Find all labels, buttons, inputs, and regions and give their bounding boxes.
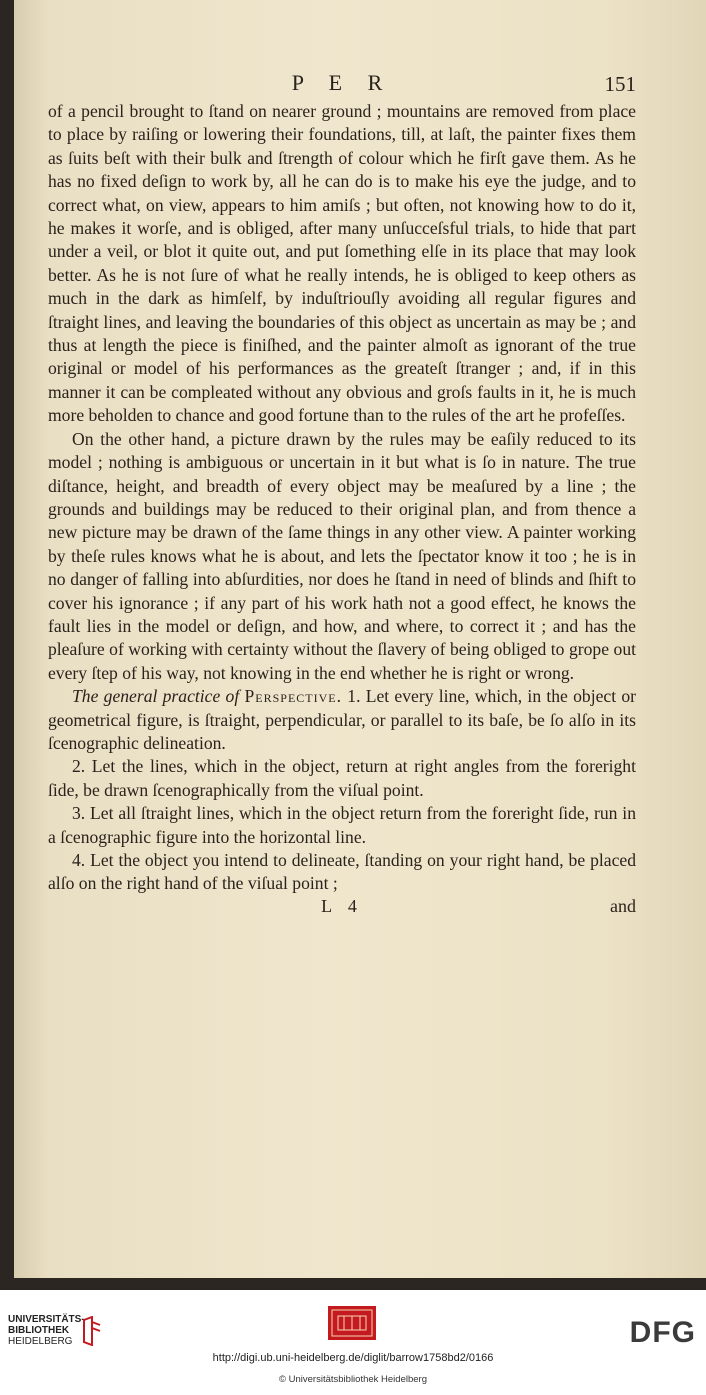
signature-mark: L 4 [321,895,363,916]
running-head-title: P E R [291,70,393,95]
library-name-line1: UNIVERSITÄTS- [8,1314,85,1325]
library-name-line3: HEIDELBERG [8,1336,73,1347]
dfg-logo[interactable]: DFG [629,1316,696,1349]
page-footer [48,896,636,920]
practice-heading: Perspective. [244,686,343,707]
page-number: 151 [604,72,636,96]
page-content [48,70,636,920]
book-page [14,0,706,1278]
library-logo[interactable] [8,1314,108,1347]
viewer-footer [0,1290,706,1395]
copyright-notice: © Universitätsbibliothek Heidelberg [279,1374,427,1385]
library-name-line2: BIBLIOTHEK [8,1325,70,1336]
rule-4: 4. Let the object you intend to delineate, ſtanding on your right hand, be placed alſo on the right hand of the viſual point ; [48,850,636,894]
seal-icon[interactable] [328,1306,376,1340]
paragraph-1: of a pencil brought to ſtand on nearer ground ; mountains are removed from place to place by raiſing or lowering their foundations, till, at laſt, the painter fixes them as ſuits beſt with their bulk and ſtrength of colour which he firſt gave them. As he has no fixed deſign to work by, all he can do is to make his eye the judge, and to correct what, on view, appears to him amiſs ; but often, not knowing how to do it, he makes it worſe, and is obliged, after many unſucceſsful trials, to hide that part under a veil, or blot it quite out, and put ſomething elſe in its place that may look better. As he is not ſure of what he really intends, he is obliged to keep others as much in the dark as himſelf, by induſtriouſly avoiding all regular figures and ſtraight lines, and leaving the boundaries of this object as uncertain as may be ; and thus at length the piece is finiſhed, and the painter almoſt as ignorant of the true original or model of his performances as the greateſt ſtranger ; and, if in this manner it can be compleated without any obvious and groſs faults in it, he is much more beholden to chance and good fortune than to the rules of the art he profeſſes. [48,101,636,426]
practice-lead: The general practice [72,686,221,707]
practice-paragraph [48,685,636,755]
rule-2: 2. Let the lines, which in the object, return at right angles from the foreright ſide, be drawn ſcenographically from the viſual point. [48,756,636,800]
catchword: and [610,895,636,916]
practice-of: of [225,686,240,707]
rule-1: 1. Let every line, which, in the object or geometrical figure, is ſtraight, perpendicular, or parallel to its baſe, be ſo alſo in its ſcenographic delineation. [48,686,637,753]
rule-3: 3. Let all ſtraight lines, which in the object return from the foreright ſide, run in a ſcenographic figure into the horizontal line. [48,803,636,847]
permalink[interactable]: http://digi.ub.uni-heidelberg.de/diglit/barrow1758bd2/0166 [212,1352,494,1364]
library-mark-icon [80,1316,102,1346]
running-head [48,70,636,100]
body-text [48,100,636,896]
paragraph-2: On the other hand, a picture drawn by the rules may be eaſily reduced to its model ; nothing is ambiguous or uncertain in it but what is ſo in nature. The true diſtance, height, and breadth of every object may be meaſured by a line ; the grounds and buildings may be reduced to their original plan, and from thence a new picture may be drawn of the ſame things in any other view. A painter working by theſe rules knows what he is about, and lets the ſpectator know it too ; he is in no danger of falling into abſurdities, nor does he ſtand in need of blinds and ſhift to cover his ignorance ; if any part of his work hath not a good effect, he knows the fault lies in the model or deſign, and how, and where, to correct it ; and has the pleaſure of working with certainty without the ſlavery of being obliged to grope out every ſtep of his way, not knowing in the end whether he is right or wrong. [48,428,636,683]
